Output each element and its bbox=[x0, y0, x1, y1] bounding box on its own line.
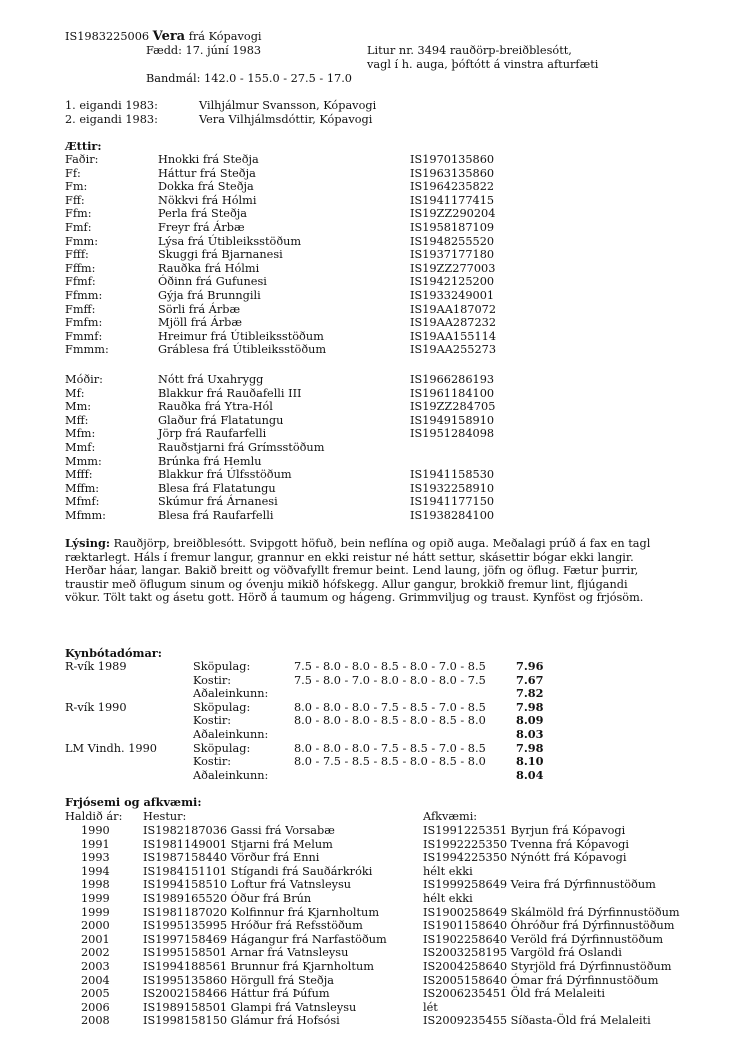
offspring-row bbox=[0, 851, 740, 865]
offspring-row bbox=[0, 987, 740, 1001]
offspring-foal: lét bbox=[423, 1000, 438, 1014]
description bbox=[65, 537, 665, 605]
lineage-relation: Faðir: bbox=[65, 153, 99, 166]
lineage-relation: Ffmf: bbox=[65, 275, 96, 289]
score-label: Kostir: bbox=[193, 673, 232, 687]
offspring-year: 1994 bbox=[81, 864, 110, 878]
score-values: 7.5 - 8.0 - 7.0 - 8.0 - 8.0 - 8.0 - 7.5 bbox=[294, 673, 486, 687]
lineage-heading: Ættir: bbox=[65, 139, 102, 153]
score-values: 8.0 - 8.0 - 8.0 - 7.5 - 8.5 - 7.0 - 8.5 bbox=[294, 741, 486, 755]
lineage-relation: Ffmm: bbox=[65, 289, 103, 302]
lineage-horse-name: Gráblesa frá Útibleiksstöðum bbox=[158, 343, 327, 357]
offspring-stallion: IS1998158150 Glámur frá Hofsósi bbox=[143, 1014, 340, 1028]
score-values: 8.0 - 8.0 - 8.0 - 8.5 - 8.0 - 8.5 - 8.0 bbox=[294, 714, 486, 728]
color-line-2: vagl í h. auga, þóftótt á vinstra afturfæti bbox=[367, 58, 599, 71]
lineage-horse-name: Háttur frá Steðja bbox=[158, 166, 256, 180]
lineage-row bbox=[0, 207, 740, 221]
offspring-stallion: IS1984151101 Stígandi frá Sauðárkróki bbox=[143, 864, 373, 878]
lineage-horse-id: IS1938284100 bbox=[410, 509, 495, 522]
lineage-relation: Mfmf: bbox=[65, 495, 100, 509]
offspring-stallion-header: Hestur: bbox=[143, 810, 187, 823]
lineage-horse-name: Mjöll frá Árbæ bbox=[158, 316, 243, 330]
lineage-horse-id: IS1961184100 bbox=[410, 386, 495, 400]
offspring-year: 1998 bbox=[81, 878, 110, 892]
owner-2-name: Vera Vilhjálmsdóttir, Kópavogi bbox=[199, 113, 373, 126]
lineage-horse-name: Skuggi frá Bjarnanesi bbox=[158, 248, 283, 262]
offspring-year-header: Haldið ár: bbox=[65, 810, 123, 823]
offspring-foal: IS1900258649 Skálmöld frá Dýrfinnustöðum bbox=[423, 905, 680, 919]
lineage-relation: Mff: bbox=[65, 413, 89, 427]
offspring-foal: IS2009235455 Síðasta-Öld frá Melaleiti bbox=[423, 1014, 651, 1028]
lineage-horse-id: IS1948255520 bbox=[410, 234, 495, 248]
offspring-year: 1999 bbox=[81, 892, 110, 905]
owner-1-name: Vilhjálmur Svansson, Kópavogi bbox=[199, 99, 377, 112]
offspring-foal-header: Afkvæmi: bbox=[423, 810, 478, 823]
score-values: 8.0 - 8.0 - 8.0 - 7.5 - 8.5 - 7.0 - 8.5 bbox=[294, 700, 486, 714]
lineage-row bbox=[0, 455, 740, 469]
description-text: Rauðjörp, breiðblesótt. Svipgott höfuð, bein neflína og opið auga. Meðalagi prúð á fax en tagl ræktarlegt. Háls í fremur langur, grannur en ekki reistur né hátt settur, skásettir bógar ekki langir. Herðar háar, langar. Bakið breitt og vöðvafyllt fremur beint. Lend laung, jöfn og öflug. Fætur þurrir, traustir með öflugum sinum og óvenju mikið hófskegg. Allur gangur, brokkið fremur lint, fljúgandi vökur. Tölt takt og ásetu gott. Hörð á taumum og hágeng. Grimmviljug og traust. Kynföst og frjósöm. bbox=[65, 537, 651, 604]
lineage-horse-name: Jörp frá Raufarfelli bbox=[158, 427, 267, 441]
lineage-row bbox=[0, 414, 740, 428]
lineage-relation: Fmfm: bbox=[65, 316, 103, 330]
offspring-foal: IS1901158640 Óhróður frá Dýrfinnustöðum bbox=[423, 919, 675, 933]
offspring-year: 2004 bbox=[81, 973, 110, 987]
lineage-horse-id: IS1941177415 bbox=[410, 193, 495, 207]
lineage-horse-id: IS19ZZ277003 bbox=[410, 261, 496, 275]
lineage-horse-id: IS1937177180 bbox=[410, 248, 495, 262]
lineage-horse-id: IS19AA187072 bbox=[410, 302, 497, 316]
lineage-row bbox=[0, 495, 740, 509]
offspring-stallion: IS1982187036 Gassi frá Vorsabæ bbox=[143, 824, 335, 837]
score-total: 7.98 bbox=[516, 699, 544, 714]
registration-id: IS1983225006 bbox=[65, 30, 150, 43]
lineage-relation: Ffm: bbox=[65, 207, 92, 221]
offspring-year: 2005 bbox=[81, 987, 110, 1001]
lineage-relation: Fmff: bbox=[65, 302, 96, 316]
lineage-horse-name: Dokka frá Steðja bbox=[158, 180, 254, 194]
lineage-relation: Ffff: bbox=[65, 248, 89, 262]
offspring-stallion: IS1989158501 Glampi frá Vatnsleysu bbox=[143, 1000, 357, 1014]
lineage-relation: Fffm: bbox=[65, 261, 96, 275]
lineage-horse-name: Blesa frá Flatatungu bbox=[158, 481, 276, 495]
offspring-stallion: IS1994158510 Loftur frá Vatnsleysu bbox=[143, 878, 352, 892]
offspring-foal: IS2005158640 Ómar frá Dýrfinnustöðum bbox=[423, 973, 659, 987]
offspring-year: 2001 bbox=[81, 932, 110, 946]
lineage-row bbox=[0, 468, 740, 482]
offspring-row bbox=[0, 906, 740, 920]
offspring-row bbox=[0, 878, 740, 892]
lineage-row bbox=[0, 509, 740, 523]
offspring-stallion: IS1987158440 Vörður frá Enni bbox=[143, 851, 320, 865]
lineage-horse-name: Glaður frá Flatatungu bbox=[158, 413, 284, 427]
lineage-row bbox=[0, 427, 740, 441]
score-values: 7.5 - 8.0 - 8.0 - 8.5 - 8.0 - 7.0 - 8.5 bbox=[294, 660, 486, 673]
owner-2-label: 2. eigandi 1983: bbox=[65, 113, 158, 126]
score-total: 7.82 bbox=[516, 686, 544, 701]
lineage-row bbox=[0, 303, 740, 317]
lineage-horse-name: Nökkvi frá Hólmi bbox=[158, 193, 257, 207]
offspring-heading: Frjósemi og afkvæmi: bbox=[65, 795, 202, 809]
lineage-row bbox=[0, 180, 740, 194]
lineage-relation: Fmmf: bbox=[65, 329, 103, 343]
lineage-row bbox=[0, 330, 740, 344]
lineage-horse-name: Blakkur frá Úlfsstöðum bbox=[158, 468, 292, 482]
lineage-horse-id: IS1970135860 bbox=[410, 153, 495, 166]
score-label: Kostir: bbox=[193, 714, 232, 728]
offspring-row bbox=[0, 1014, 740, 1028]
lineage-horse-id: IS1951284098 bbox=[410, 427, 495, 441]
offspring-year: 1990 bbox=[81, 824, 110, 837]
lineage-horse-id: IS1932258910 bbox=[410, 481, 495, 495]
offspring-stallion: IS1981187020 Kolfinnur frá Kjarnholtum bbox=[143, 905, 380, 919]
lineage-horse-name: Skúmur frá Árnanesi bbox=[158, 495, 278, 509]
color-line-1: Litur nr. 3494 rauðörp-breiðblesótt, bbox=[367, 44, 572, 57]
score-total: 8.10 bbox=[516, 754, 544, 769]
lineage-row bbox=[0, 262, 740, 276]
description-label: Lýsing: bbox=[65, 536, 111, 550]
score-label: Aðaleinkunn: bbox=[193, 687, 269, 701]
lineage-horse-name: Óðinn frá Gufunesi bbox=[158, 275, 267, 289]
score-total: 7.67 bbox=[516, 672, 544, 687]
breeding-scores-heading: Kynbótadómar: bbox=[65, 646, 162, 660]
offspring-year: 2002 bbox=[81, 946, 110, 960]
offspring-stallion: IS1994188561 Brunnur frá Kjarnholtum bbox=[143, 960, 374, 973]
lineage-horse-name: Freyr frá Árbæ bbox=[158, 221, 245, 234]
lineage-relation: Fmmm: bbox=[65, 343, 109, 357]
lineage-relation: Fmm: bbox=[65, 234, 99, 248]
lineage-horse-id: IS1963135860 bbox=[410, 166, 495, 180]
lineage-row bbox=[0, 194, 740, 208]
offspring-stallion: IS1995158501 Arnar frá Vatnsleysu bbox=[143, 946, 349, 960]
lineage-relation: Mffm: bbox=[65, 481, 100, 495]
owner-1-label: 1. eigandi 1983: bbox=[65, 99, 158, 112]
score-row bbox=[0, 728, 740, 742]
lineage-relation: Mmm: bbox=[65, 454, 102, 468]
score-row bbox=[0, 714, 740, 728]
lineage-row bbox=[0, 235, 740, 249]
lineage-horse-id: IS19AA155114 bbox=[410, 329, 497, 343]
offspring-foal: IS1992225350 Tvenna frá Kópavogi bbox=[423, 837, 629, 851]
score-label: Sköpulag: bbox=[193, 741, 251, 755]
lineage-horse-name: Lýsa frá Útibleiksstöðum bbox=[158, 234, 302, 248]
score-row bbox=[0, 701, 740, 715]
score-values: 8.0 - 7.5 - 8.5 - 8.5 - 8.0 - 8.5 - 8.0 bbox=[294, 755, 486, 769]
offspring-row bbox=[0, 838, 740, 852]
offspring-row bbox=[0, 919, 740, 933]
lineage-horse-id: IS19ZZ290204 bbox=[410, 207, 496, 221]
measurements: Bandmál: 142.0 - 155.0 - 27.5 - 17.0 bbox=[146, 72, 352, 85]
offspring-row bbox=[0, 933, 740, 947]
lineage-relation: Ff: bbox=[65, 166, 81, 180]
offspring-row bbox=[0, 974, 740, 988]
score-row bbox=[0, 660, 740, 674]
lineage-horse-id: IS19AA287232 bbox=[410, 316, 497, 330]
offspring-foal: IS1999258649 Veira frá Dýrfinnustöðum bbox=[423, 878, 656, 892]
lineage-row bbox=[0, 482, 740, 496]
lineage-horse-name: Hnokki frá Steðja bbox=[158, 153, 259, 166]
offspring-row bbox=[0, 946, 740, 960]
horse-name: Vera bbox=[152, 29, 186, 44]
offspring-row bbox=[0, 960, 740, 974]
lineage-relation: Mfmm: bbox=[65, 509, 106, 522]
registration-line bbox=[65, 30, 262, 44]
offspring-row bbox=[0, 824, 740, 838]
score-event: R-vík 1989 bbox=[65, 660, 127, 673]
score-total: 8.04 bbox=[516, 767, 544, 782]
lineage-row bbox=[0, 400, 740, 414]
lineage-horse-id: IS1958187109 bbox=[410, 221, 495, 234]
lineage-horse-id: IS1949158910 bbox=[410, 413, 495, 427]
lineage-horse-name: Nótt frá Uxahrygg bbox=[158, 373, 264, 386]
offspring-foal: hélt ekki bbox=[423, 892, 473, 905]
lineage-horse-id: IS19AA255273 bbox=[410, 343, 497, 357]
offspring-foal: IS2006235451 Öld frá Melaleiti bbox=[423, 987, 605, 1001]
lineage-horse-id: IS1941177150 bbox=[410, 495, 495, 509]
offspring-row bbox=[0, 865, 740, 879]
lineage-horse-name: Sörli frá Árbæ bbox=[158, 302, 241, 316]
score-label: Aðaleinkunn: bbox=[193, 728, 269, 741]
score-label: Kostir: bbox=[193, 755, 232, 769]
score-total: 7.96 bbox=[516, 659, 544, 673]
lineage-relation: Fff: bbox=[65, 193, 85, 207]
score-row bbox=[0, 755, 740, 769]
lineage-row bbox=[0, 373, 740, 387]
lineage-horse-name: Rauðka frá Hólmi bbox=[158, 261, 260, 275]
score-label: Sköpulag: bbox=[193, 660, 251, 673]
lineage-horse-id: IS1966286193 bbox=[410, 373, 495, 386]
offspring-year: 1991 bbox=[81, 837, 110, 851]
lineage-horse-name: Blesa frá Raufarfelli bbox=[158, 509, 274, 522]
lineage-row bbox=[0, 248, 740, 262]
score-row bbox=[0, 687, 740, 701]
score-total: 8.03 bbox=[516, 727, 544, 741]
birth-date: Fædd: 17. júní 1983 bbox=[146, 44, 262, 57]
lineage-row bbox=[0, 289, 740, 303]
lineage-horse-name: Rauðka frá Ytra-Hól bbox=[158, 400, 273, 414]
lineage-relation: Mfff: bbox=[65, 468, 93, 482]
lineage-row bbox=[0, 221, 740, 235]
offspring-stallion: IS1995135995 Hróður frá Refsstöðum bbox=[143, 919, 363, 933]
offspring-stallion: IS1981149001 Stjarni frá Melum bbox=[143, 837, 333, 851]
score-event: LM Vindh. 1990 bbox=[65, 741, 157, 755]
lineage-relation: Fm: bbox=[65, 180, 88, 194]
lineage-horse-name: Brúnka frá Hemlu bbox=[158, 454, 262, 468]
lineage-horse-id: IS1942125200 bbox=[410, 275, 495, 289]
lineage-relation: Mf: bbox=[65, 386, 85, 400]
lineage-relation: Fmf: bbox=[65, 221, 92, 234]
lineage-horse-id: IS1964235822 bbox=[410, 180, 495, 194]
lineage-horse-id: IS1941158530 bbox=[410, 468, 495, 482]
lineage-relation: Mmf: bbox=[65, 441, 96, 454]
lineage-row bbox=[0, 167, 740, 181]
lineage-row bbox=[0, 441, 740, 455]
score-event: R-vík 1990 bbox=[65, 700, 127, 714]
offspring-foal: IS2003258195 Vargöld frá Oslandi bbox=[423, 946, 622, 960]
offspring-row bbox=[0, 1001, 740, 1015]
lineage-row bbox=[0, 343, 740, 357]
offspring-year: 2000 bbox=[81, 919, 110, 933]
lineage-horse-id: IS1933249001 bbox=[410, 289, 495, 302]
offspring-year: 1999 bbox=[81, 905, 110, 919]
score-label: Aðaleinkunn: bbox=[193, 768, 269, 782]
score-row bbox=[0, 769, 740, 783]
offspring-foal: IS1991225351 Byrjun frá Kópavogi bbox=[423, 824, 626, 837]
score-total: 8.09 bbox=[516, 713, 544, 728]
lineage-horse-name: Perla frá Steðja bbox=[158, 207, 248, 221]
lineage-relation: Mm: bbox=[65, 400, 92, 414]
lineage-horse-id: IS19ZZ284705 bbox=[410, 400, 496, 414]
score-total: 7.98 bbox=[516, 740, 544, 755]
offspring-foal: IS2004258640 Styrjöld frá Dýrfinnustöðum bbox=[423, 960, 672, 973]
lineage-row bbox=[0, 275, 740, 289]
offspring-year: 2003 bbox=[81, 960, 110, 973]
score-row bbox=[0, 742, 740, 756]
offspring-stallion: IS2002158466 Háttur frá Þúfum bbox=[143, 987, 330, 1001]
lineage-relation: Móðir: bbox=[65, 373, 103, 386]
lineage-horse-name: Gýja frá Brunngili bbox=[158, 289, 261, 302]
offspring-year: 2006 bbox=[81, 1000, 110, 1014]
lineage-row bbox=[0, 153, 740, 167]
offspring-stallion: IS1989165520 Óður frá Brún bbox=[143, 892, 312, 905]
offspring-year: 2008 bbox=[81, 1014, 110, 1028]
lineage-horse-name: Blakkur frá Rauðafelli III bbox=[158, 386, 302, 400]
lineage-row bbox=[0, 387, 740, 401]
offspring-row bbox=[0, 892, 740, 906]
lineage-row bbox=[0, 316, 740, 330]
offspring-foal: hélt ekki bbox=[423, 864, 473, 878]
lineage-horse-name: Rauðstjarni frá Grímsstöðum bbox=[158, 441, 325, 454]
offspring-foal: IS1994225350 Nýnótt frá Kópavogi bbox=[423, 851, 627, 865]
score-row bbox=[0, 674, 740, 688]
offspring-year: 1993 bbox=[81, 851, 110, 865]
horse-origin: frá Kópavogi bbox=[188, 30, 262, 43]
lineage-horse-name: Hreimur frá Útibleiksstöðum bbox=[158, 329, 324, 343]
score-label: Sköpulag: bbox=[193, 700, 251, 714]
offspring-stallion: IS1997158469 Hágangur frá Narfastöðum bbox=[143, 932, 387, 946]
lineage-relation: Mfm: bbox=[65, 427, 96, 441]
offspring-stallion: IS1995135860 Hörgull frá Steðja bbox=[143, 973, 334, 987]
offspring-foal: IS1902258640 Veröld frá Dýrfinnustöðum bbox=[423, 932, 664, 946]
